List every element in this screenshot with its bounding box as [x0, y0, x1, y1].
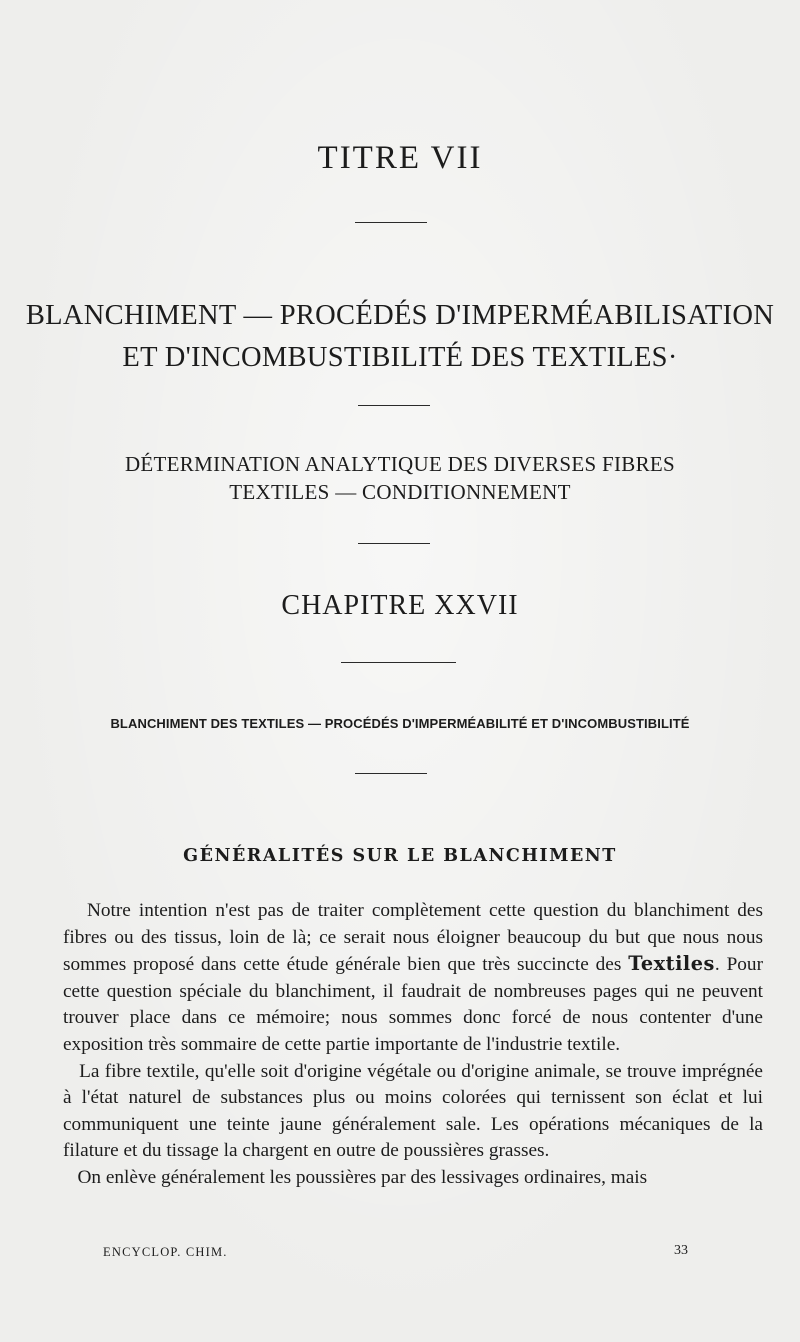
rule-3	[358, 543, 430, 544]
rule-4	[341, 662, 456, 663]
footer-signature: ENCYCLOP. CHIM.	[103, 1245, 228, 1259]
show-through-texture	[80, 60, 84, 77]
main-title-line-2: ET D'INCOMBUSTIBILITÉ DES TEXTILES·	[122, 342, 678, 373]
body-text	[63, 898, 763, 1192]
titre-heading: TITRE VII	[317, 140, 483, 176]
main-title	[0, 295, 800, 379]
paragraph-3-text: On enlève généralement les poussières par des lessivages ordinaires, mais	[77, 1166, 648, 1188]
paragraph-2	[63, 1059, 763, 1165]
rule-1	[355, 222, 427, 223]
paragraph-1-text-a: Notre intention n'est pas de traiter complètement cette question du blanchiment des fibres ou des tissus, loin de là; ce serait nous éloigner beaucoup du but que nous nous sommes proposé dans cette étude générale bien que très succincte des	[63, 900, 763, 976]
chapter-heading: CHAPITRE XXVII	[281, 590, 519, 621]
paragraph-1-bold-term: Textiles	[628, 952, 715, 976]
paragraph-1-text-b: . Pour cette question spéciale du blanchiment, il faudrait de nombreuses pages qui ne peuvent trouver place dans ce mémoire; nous sommes donc forcé de nous contenter d'une exposition très sommaire de cette partie importante de l'industrie textile.	[63, 954, 763, 1055]
page-number: 33	[674, 1243, 688, 1258]
paragraph-1	[63, 898, 763, 1059]
rule-2	[358, 405, 430, 406]
paragraph-2-text: La fibre textile, qu'elle soit d'origine végétale ou d'origine animale, se trouve imprégnée à l'état naturel de substances plus ou moins colorées qui ternissent son éclat et lui communiquent une teinte jaune généralement sale. Les opérations mécaniques de la filature et du tissage la chargent en outre de poussières grasses.	[63, 1060, 763, 1162]
chapter-title: BLANCHIMENT DES TEXTILES — PROCÉDÉS D'IMPERMÉABILITÉ ET D'INCOMBUSTIBILITÉ	[110, 716, 690, 731]
subtitle-line-2: TEXTILES — CONDITIONNEMENT	[229, 480, 571, 504]
main-title-line-1: BLANCHIMENT — PROCÉDÉS D'IMPERMÉABILISATION	[25, 300, 775, 331]
rule-5	[355, 773, 427, 774]
subtitle	[0, 450, 800, 506]
paragraph-3	[63, 1165, 763, 1192]
section-title: GÉNÉRALITÉS SUR LE BLANCHIMENT	[183, 846, 617, 866]
subtitle-line-1: DÉTERMINATION ANALYTIQUE DES DIVERSES FIBRES	[124, 452, 676, 476]
